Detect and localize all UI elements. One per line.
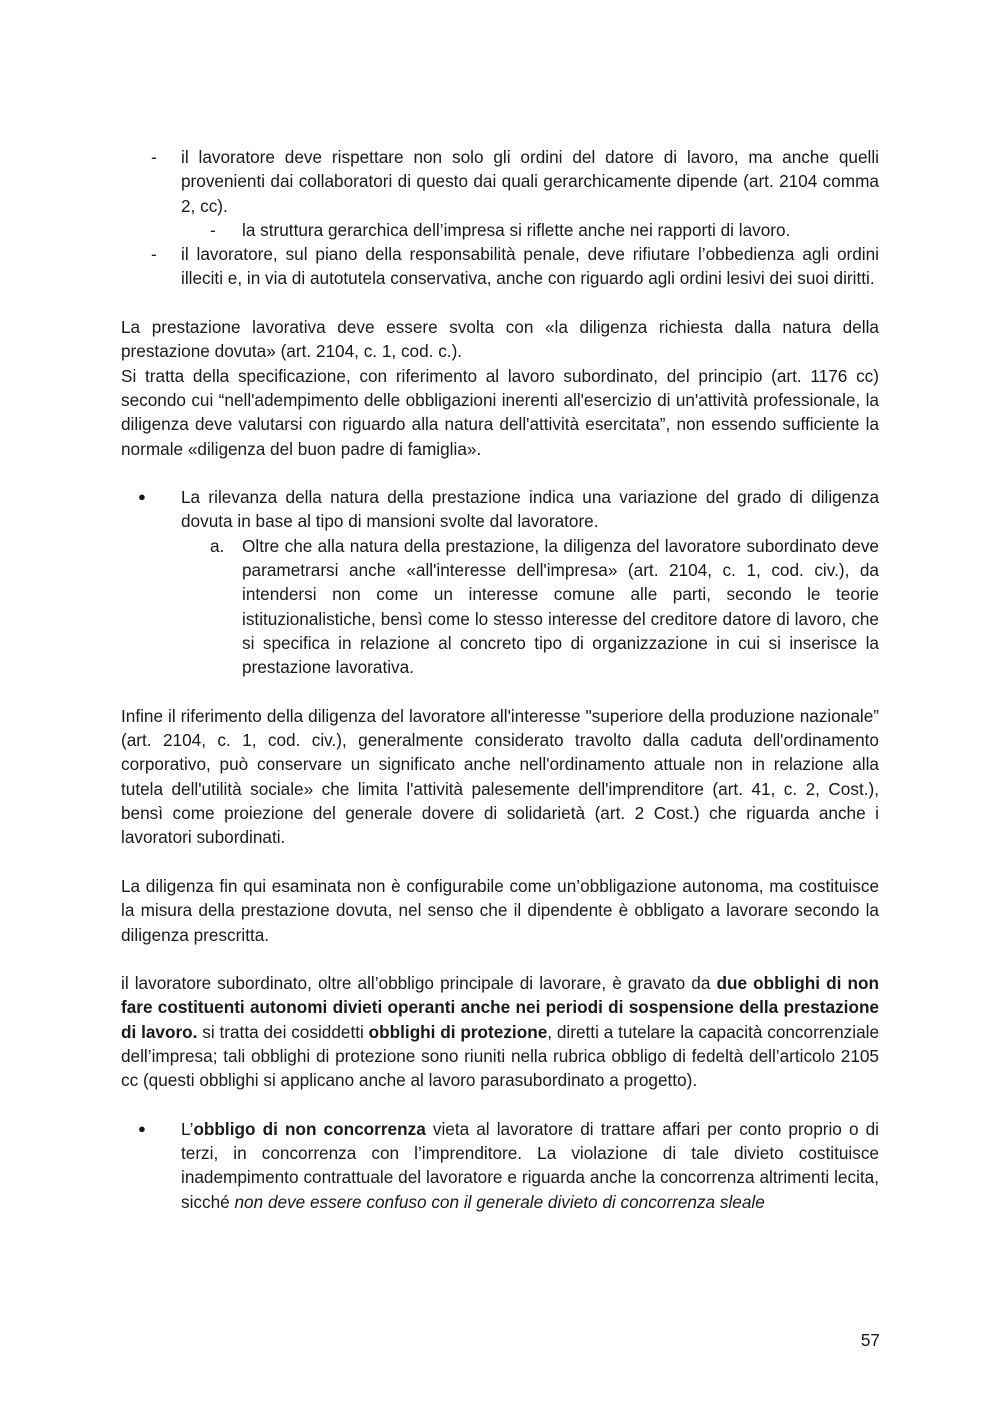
list-item [121, 242, 879, 291]
paragraph [121, 971, 879, 1092]
list-item [121, 145, 879, 218]
bold-run: obbligo di non concorrenza [193, 1118, 426, 1139]
bullet-text: La rilevanza della natura della prestazione indica una variazione del grado di diligenza dovuta in base al tipo di mansioni svolte dal lavoratore. [181, 487, 879, 532]
page-number: 57 [860, 1330, 880, 1350]
paragraph: Infine il riferimento della diligenza del lavoratore all'interesse "superiore della produzione nazionale” (art. 2104, c. 1, cod. civ.), generalmente considerato travolto dalla caduta dell'ordinamento corporativo, può conservare un significato anche nell'ordinamento attuale non in relazione alla tutela dell'utilità sociale» che limita l'attività palesemente dell'imprenditore (art. 41, c. 2, Cost.), bensì come proiezione del generale dovere di solidarietà (art. 2 Cost.) che riguarda anche i lavoratori subordinati. [121, 705, 879, 848]
list-item-text: la struttura gerarchica dell’impresa si riflette anche nei rapporti di lavoro. [242, 219, 791, 240]
sub-list-marker: a. [210, 535, 225, 556]
text-run: L’ [181, 1118, 194, 1139]
paragraph: La prestazione lavorativa deve essere svolta con «la diligenza richiesta dalla natura della prestazione dovuta» (art. 2104, c. 1, cod. c.). [121, 317, 879, 362]
text-run: si tratta dei cosiddetti [197, 1021, 369, 1042]
bullet-item [121, 485, 879, 534]
bold-run: due obblighi di non fare costituenti autonomi divieti operanti anche nei periodi di sospensione della prestazione di lavoro. [121, 973, 879, 1042]
sub-list-text: Oltre che alla natura della prestazione, la diligenza del lavoratore subordinato deve parametrarsi anche «all'interesse dell'impresa» (art. 2104, c. 1, cod. civ.), da intendersi non come un interesse comune alle parti, secondo le teorie istituzionalistiche, bensì come lo stesso interesse del creditore datore di lavoro, che si specifica in relazione al concreto tipo di organizzazione in cui si inserisce la prestazione lavorativa. [242, 535, 879, 678]
paragraph: Si tratta della specificazione, con riferimento al lavoro subordinato, del principio (art. 1176 cc) secondo cui “nell'adempimento delle obbligazioni inerenti all'esercizio di un'attività professionale, la diligenza deve valutarsi con riguardo alla natura dell'attività esercitata”, non essendo sufficiente la normale «diligenza del buon padre di famiglia». [121, 365, 879, 459]
list-item [121, 218, 879, 242]
paragraph: La diligenza fin qui esaminata non è configurabile come un’obbligazione autonoma, ma costituisce la misura della prestazione dovuta, nel senso che il dipendente è obbligato a lavorare secondo la diligenza prescritta. [121, 875, 879, 945]
text-run: , diretti a tutelare la capacità concorrenziale dell’impresa; tali obblighi di protezione sono riuniti nella rubrica obbligo di fedeltà dell’articolo 2105 cc (questi obblighi si applicano anche al lavoro parasubordinato a progetto). [121, 1021, 880, 1091]
bullet-marker: ● [138, 1120, 146, 1136]
italic-run: non deve essere confuso con il generale divieto di concorrenza sleale [234, 1191, 765, 1212]
bullet-item [121, 1117, 879, 1214]
bullet-marker: ● [138, 489, 146, 505]
sub-list-item [121, 534, 879, 680]
list-item-text: il lavoratore, sul piano della responsabilità penale, deve rifiutare l’obbedienza agli ordini illeciti e, in via di autotutela conservativa, anche con riguardo agli ordini lesivi dei suoi diritti. [181, 244, 879, 289]
list-marker: - [151, 147, 157, 167]
text-run: il lavoratore subordinato, oltre all’obbligo principale di lavorare, è gravato da [121, 973, 717, 994]
list-marker: - [210, 219, 216, 240]
bold-run: obblighi di protezione [368, 1021, 548, 1042]
text-run: vieta al lavoratore di trattare affari per conto proprio o di terzi, in concorrenza con l’imprenditore. La violazione di tale divieto costituisce inadempimento contrattuale del lavoratore e riguarda anche la concorrenza altrimenti lecita, sicché [181, 1118, 879, 1212]
list-item-text: il lavoratore deve rispettare non solo gli ordini del datore di lavoro, ma anche quelli provenienti dai collaboratori di questo dai quali gerarchicamente dipende (art. 2104 comma 2, cc). [181, 147, 879, 216]
bullet-text [181, 1117, 879, 1214]
page-body [121, 145, 879, 1214]
list-marker: - [151, 244, 157, 265]
